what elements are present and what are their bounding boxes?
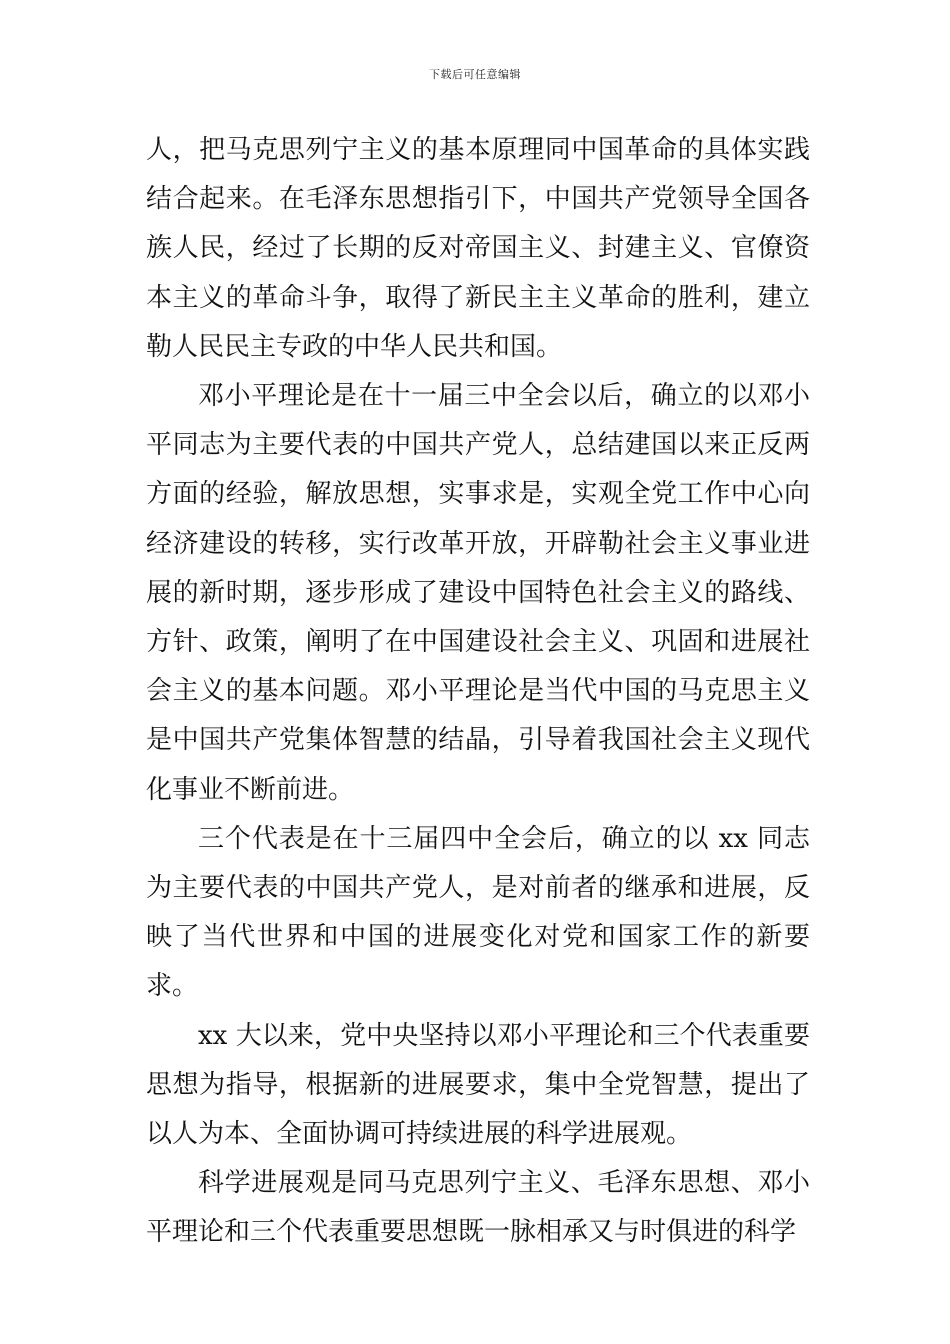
- paragraph-4: xx 大以来，党中央坚持以邓小平理论和三个代表重要思想为指导，根据新的进展要求，集中全党智慧，提出了以人为本、全面协调可持续进展的科学进展观。: [146, 1020, 810, 1150]
- paragraph-3: 三个代表是在十三届四中全会后，确立的以 xx 同志为主要代表的中国共产党人，是对前者的继承和进展，反映了当代世界和中国的进展变化对党和国家工作的新要求。: [146, 823, 810, 1002]
- paragraph-1: 人，把马克思列宁主义的基本原理同中国革命的具体实践结合起来。在毛泽东思想指引下，中国共产党领导全国各族人民，经过了长期的反对帝国主义、封建主义、官僚资本主义的革命斗争，取得了新民主主义革命的胜利，建立勒人民民主专政的中华人民共和国。: [146, 135, 810, 362]
- document-body: [146, 126, 810, 1258]
- header-note: 下载后可任意编辑: [429, 68, 521, 81]
- paragraph-5: 科学进展观是同马克思列宁主义、毛泽东思想、邓小平理论和三个代表重要思想既一脉相承又与时俱进的科学: [146, 1168, 810, 1248]
- paragraph-2: 邓小平理论是在十一届三中全会以后，确立的以邓小平同志为主要代表的中国共产党人，总结建国以来正反两方面的经验，解放思想，实事求是，实观全党工作中心向经济建设的转移，实行改革开放，开辟勒社会主义事业进展的新时期，逐步形成了建设中国特色社会主义的路线、方针、政策，阐明了在中国建设社会主义、巩固和进展社会主义的基本问题。邓小平理论是当代中国的马克思主义是中国共产党集体智慧的结晶，引导着我国社会主义现代化事业不断前进。: [146, 381, 810, 805]
